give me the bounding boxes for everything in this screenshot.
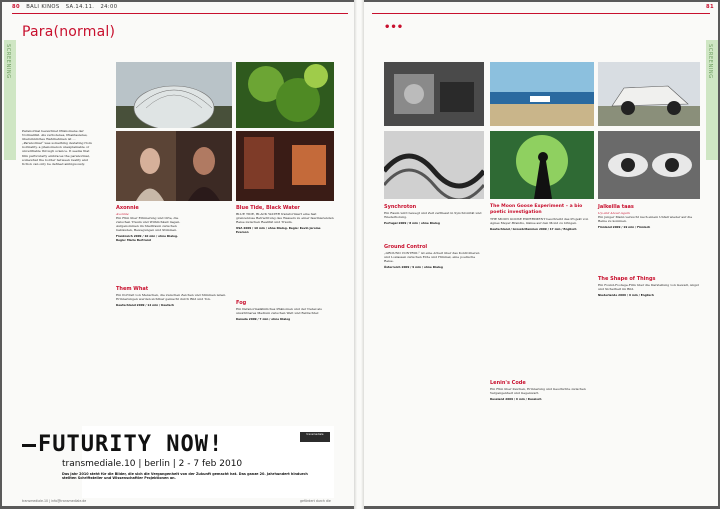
header-rule-right — [372, 13, 710, 14]
film-entry-jalkeilla-taas: Jalkeilla taas Up and About Again Ein junger Mann versucht nach einem Unfall wieder auf die Beine zu kommen. Finnland 2009 / 19 min / Finnisch — [598, 204, 693, 229]
continuation-dots: ••• — [384, 22, 404, 33]
footer-right: gefördert durch die — [300, 499, 331, 503]
film-entry-them-what: Them What Ein Portrait von Menschen, die zwischen Zeichen und Stimmen leben. Erinnerungen werden sichtbar gemacht durch Bild und Ton. Deutschland 2009 / 12 min / Deutsch — [116, 286, 227, 307]
ad-logo: transmediale — [300, 432, 330, 442]
film-entry-fog: Fog Ein Paranormalähnliches Phänomen und der Nebel als unsichtbares Medium zwischen Welt und Betrachter. Kanada 2009 / 7 min / ohne Dialog — [236, 300, 322, 321]
film-entry-synchroton: Synchroton Ein Raum wird bewegt und Zeit zerfliesst in Synchronität und Wiederholung. Portugal 2009 / 8 min / ohne Dialog — [384, 204, 482, 225]
photo-eyes-closeup — [598, 131, 700, 199]
film-entry-shape-of-things: The Shape of Things Ein Found-Footage-Film über die Darstellung von Gewalt, Angst und Sicherheit im Bild. Niederlande 2009 / 9 min / Englisch — [598, 276, 699, 297]
photo-greenhouse-dome — [116, 62, 232, 128]
film-entry-axonnie: Axonnie Axonnie Ein Film über Erinnerung und Orte, die zwischen Traum und Wirklichkeit liegen. Aufgenommen im Stadtraum zwischen Gebäuden, Bewegungen und Stimmen. Frankreich 2009 / 10 min / ohne Dialog. Regie: Marie Bertrand — [116, 205, 181, 243]
time: 24:00 — [100, 4, 118, 10]
photo-green-silhouette — [490, 131, 594, 199]
page-number-left: 80 — [12, 4, 21, 10]
header-left — [12, 4, 117, 10]
section-name: BALI KINOS — [26, 4, 60, 10]
film-entry-moon-goose: The Moon Goose Experiment – a bio poetic investigation THE MOON GOOSE EXPERIMENT beschreibt das Projekt von Agnes Meyer-Brandis, Gänse auf den Mond zu bringen. Deutschland / Grossbritannien 2009 / 17 min / Englisch — [490, 204, 589, 231]
header-right — [706, 4, 714, 10]
film-entry-ground-control: Ground Control „GROUND CONTROL“ ist eine Arbeit über das Kontrollieren und Loslassen zwischen Erde und Himmel, eine poetische Reise. Österreich 2009 / 9 min / ohne Dialog — [384, 244, 480, 269]
film-entry-blue-tide: Blue Tide, Black Water BLUE TIDE, BLACK WATER transformiert eine fast grenzenlose Betrachtung des Wassers zu einer faszinierenden Reise zwischen Realität und Traum. USA 2009 / 16 min / ohne Dialog. Regie: Kevin Jerome Everson — [236, 205, 334, 234]
footer-left: transmediale.10 | info@transmediale.de — [22, 499, 87, 503]
film-entry-lenins-code: Lenin's Code Ein Film über Zeichen, Erinnerung und Geschichte zwischen Vergangenheit und Gegenwart. Russland 2009 / 6 min / Russisch — [490, 380, 586, 401]
photo-lab-equipment — [384, 62, 484, 126]
side-tab-left: SCREENING — [4, 40, 16, 160]
intro-text: Paranormal bezeichnet Phänomene der Normalität. Als verbotenes, Phantasieres, übersinnliches Wahrnehmen ist … „Paranormal“ was something deviating from normality, a phenomenon unexplainable or unverifiable through science. It seems that film particularly embraces the paranormal, somewhat the border between reality and fiction can only be defined ambiguously. — [22, 129, 92, 166]
ad-text: Das Jahr 2010 steht für die Bilder, die sich die Vergangenheit von der Zukunft gemacht hat. Das ganze 20. Jahrhundert hindurch stellten Schriftsteller und Wissenschaftler Projektionen an. — [62, 472, 308, 481]
side-tab-right: SCREENING — [706, 40, 718, 160]
photo-girl-portrait — [116, 131, 232, 201]
ad-event-line: transmediale.10 | berlin | 2 - 7 feb 2010 — [62, 459, 243, 469]
photo-crashed-car — [598, 62, 700, 126]
photo-sea-landscape — [490, 62, 594, 126]
header-rule-left — [12, 13, 348, 14]
photo-bw-pattern — [384, 131, 484, 199]
photo-dark-interior — [236, 131, 334, 201]
page-number-right: 81 — [706, 4, 715, 10]
date: SA.14.11. — [65, 4, 95, 10]
photo-green-foliage — [236, 62, 334, 128]
section-title: Para(normal) — [22, 24, 116, 40]
ad-headline: FUTURITY NOW! — [22, 432, 223, 457]
gutter — [354, 0, 364, 509]
